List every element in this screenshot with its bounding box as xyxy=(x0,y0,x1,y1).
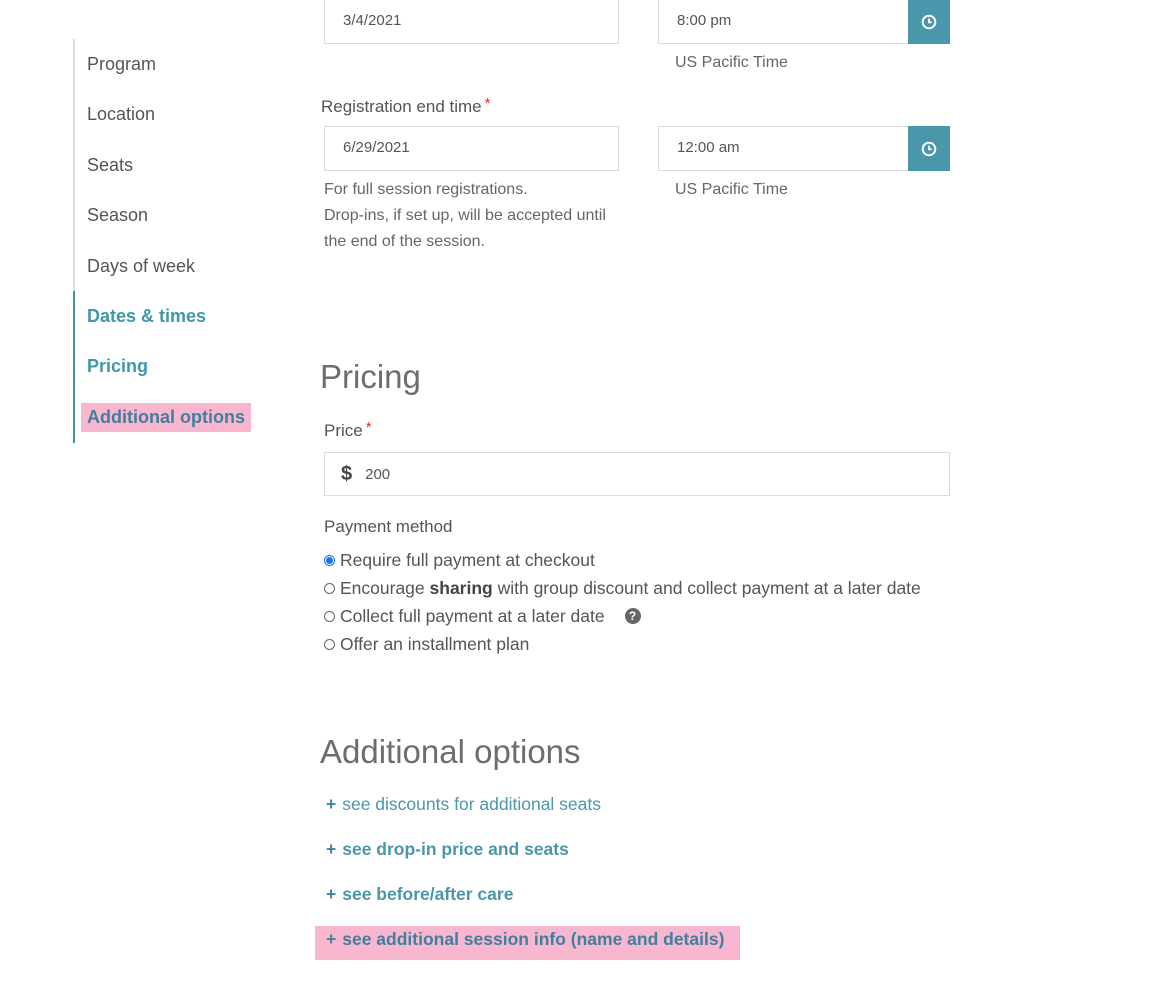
hint-line: the end of the session. xyxy=(324,233,485,250)
registration-start-time-input[interactable]: 8:00 pm xyxy=(658,0,910,44)
registration-start-date-input[interactable]: 3/4/2021 xyxy=(324,0,619,44)
plus-icon: + xyxy=(326,794,337,814)
sidebar-item-program[interactable]: Program xyxy=(87,54,157,74)
payment-option-label: Collect full payment at a later date xyxy=(340,605,605,626)
pricing-heading: Pricing xyxy=(320,358,421,395)
payment-option-label: Require full payment at checkout xyxy=(340,549,595,570)
registration-end-label: Registration end time * xyxy=(321,95,491,116)
payment-option-installment[interactable] xyxy=(323,632,529,656)
link-label: see before/after care xyxy=(342,884,514,904)
payment-method-label: Payment method xyxy=(324,517,453,536)
section-nav xyxy=(73,39,275,443)
see-discounts-link[interactable] xyxy=(326,794,601,815)
sidebar-item-dates-times[interactable]: Dates & times xyxy=(73,291,206,341)
registration-end-timezone: US Pacific Time xyxy=(675,181,788,198)
price-label: Price * xyxy=(324,419,372,440)
registration-start-timezone: US Pacific Time xyxy=(675,54,788,71)
sidebar-item-pricing[interactable]: Pricing xyxy=(73,341,148,392)
payment-option-label: Encourage sharing with group discount and collect payment at a later date xyxy=(340,577,921,598)
link-label: see discounts for additional seats xyxy=(342,794,602,814)
registration-end-hint xyxy=(324,177,606,255)
hint-line: For full session registrations. xyxy=(324,181,528,198)
plus-icon: + xyxy=(326,884,337,904)
see-before-after-care-link[interactable] xyxy=(326,884,513,905)
sidebar-item-seats[interactable]: Seats xyxy=(87,155,134,175)
registration-end-time-input[interactable]: 12:00 am xyxy=(658,126,910,171)
plus-icon: + xyxy=(326,839,337,859)
radio-button[interactable] xyxy=(324,611,335,622)
plus-icon: + xyxy=(326,929,337,949)
radio-button[interactable] xyxy=(324,555,335,566)
payment-option-label: Offer an installment plan xyxy=(340,633,530,654)
link-label: see drop-in price and seats xyxy=(342,839,569,859)
price-value: 200 xyxy=(365,465,391,483)
dollar-icon: $ xyxy=(341,462,353,485)
clock-icon xyxy=(921,141,937,157)
registration-start-clock-button[interactable] xyxy=(908,0,950,44)
sidebar-item-days-of-week[interactable]: Days of week xyxy=(87,256,196,276)
required-marker: * xyxy=(365,419,372,436)
payment-option-later-date[interactable] xyxy=(323,604,641,628)
sidebar-item-label: Additional options xyxy=(81,403,251,432)
price-input[interactable] xyxy=(324,452,950,496)
clock-icon xyxy=(921,14,937,30)
see-session-info-link[interactable] xyxy=(326,929,724,950)
additional-options-heading: Additional options xyxy=(320,733,581,770)
radio-button[interactable] xyxy=(324,639,335,650)
sidebar-item-season[interactable]: Season xyxy=(87,205,149,225)
see-drop-in-link[interactable] xyxy=(326,839,569,860)
question-circle-icon[interactable]: ? xyxy=(625,608,641,624)
payment-option-full-checkout[interactable] xyxy=(323,548,595,572)
sidebar-item-additional-options[interactable] xyxy=(73,392,251,443)
radio-button[interactable] xyxy=(324,583,335,594)
sidebar-item-location[interactable]: Location xyxy=(87,104,156,124)
required-marker: * xyxy=(484,95,491,112)
payment-option-sharing[interactable] xyxy=(323,576,921,600)
link-label: see additional session info (name and details) xyxy=(342,929,725,949)
registration-end-date-input[interactable]: 6/29/2021 xyxy=(324,126,619,171)
registration-end-clock-button[interactable] xyxy=(908,126,950,171)
hint-line: Drop-ins, if set up, will be accepted until xyxy=(324,207,606,224)
